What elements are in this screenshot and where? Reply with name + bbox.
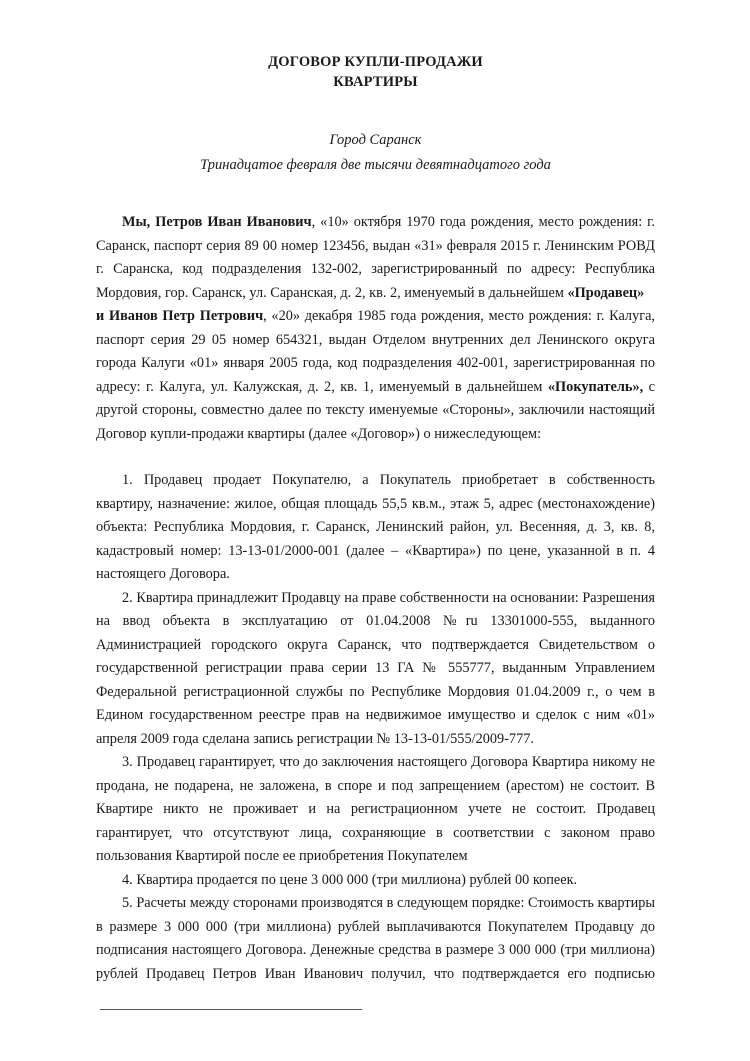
title-line-2: КВАРТИРЫ <box>333 74 418 90</box>
seller-lead: Мы, <box>122 214 151 230</box>
clause-item <box>96 469 655 587</box>
buyer-lead: и <box>96 308 105 324</box>
preamble-block <box>96 211 655 1010</box>
clause-number: 1. <box>122 472 133 488</box>
date-line: Тринадцатое февраля две тысячи девятнадцатого года <box>200 157 551 173</box>
clause-number: 3. <box>122 754 133 770</box>
buyer-tail: с другой стороны, совместно далее по тексту именуемые «Стороны», заключили настоящий Договор купли-продажи квартиры (далее «Договор») о нижеследующем: <box>96 378 655 442</box>
clause-number: 4. <box>122 871 133 888</box>
clause-text: Квартира принадлежит Продавцу на праве собственности на основании: Разрешения на ввод объекта в эксплуатацию от 01.04.2008 №ru 13301000-555, выданного Администрацией городского округа Саранск, что подтверждается Свидетельством о государственной регистрации права серии 13 ГА № 555777, выданным Управлением Федеральной регистрационной службы по Республике Мордовия 01.04.2009 г., о чем в Едином государственном реестре прав на недвижимое имущество и сделок с ним «01» апреля 2009 года сделана запись регистрации № 13-13-01/555/2009-777. <box>96 589 656 747</box>
clause-number: 2. <box>122 589 133 606</box>
clause-text: Квартира продается по цене 3 000 000 (три миллиона) рублей 00 копеек. <box>136 871 578 888</box>
clause-item <box>96 751 655 869</box>
city-line: Город Саранск <box>329 132 422 148</box>
seller-paragraph <box>96 211 655 305</box>
clause-text: Расчеты между сторонами производятся в следующем порядке: Стоимость квартиры в размере 3 000 000 (три миллиона) рублей выплачиваются Покупателем Продавцу до подписания настоящего Договора. Денежные средства в размере 3 000 000 (три миллиона) рублей Продавец Петров Иван Иванович получил, что подтверждается его подписью <box>96 895 655 982</box>
clause-item <box>96 892 655 1010</box>
buyer-role: «Покупатель», <box>547 378 644 395</box>
clause-item <box>96 587 655 752</box>
buyer-name: Иванов Петр Петрович <box>108 308 264 324</box>
clause-item <box>96 869 655 893</box>
clause-number: 5. <box>122 895 133 911</box>
seller-role: «Продавец» <box>567 284 645 301</box>
place-and-date-block <box>96 128 655 178</box>
signature-line[interactable] <box>100 996 362 1010</box>
clauses-block <box>96 469 655 1010</box>
seller-name: Петров Иван Иванович <box>155 214 312 230</box>
clause-text: Продавец продает Покупателю, а Покупатель приобретает в собственность квартиру, назначение: жилое, общая площадь 55,5 кв.м., этаж 5, адрес (местонахождение) объекта: Республика Мордовия, г. Саранск, Ленинский район, ул. Весенняя, д. 3, кв. 8, кадастровый номер: 13-13-01/2000-001 (далее – «Квартира») по цене, указанной в п. 4 настоящего Договора. <box>96 472 655 582</box>
page-title <box>96 52 655 92</box>
buyer-details: , «20» декабря 1985 года рождения, место рождения: г. Калуга, паспорт серия 29 05 номер 654321, выдан Отделом внутренних дел Ленинского округа города Калуги «01» января 2005 года, код подразделения 402-001, зарегистрированная по адресу: г. Калуга, ул. Калужская, д. 2, кв. 1, именуемый в дальнейшем <box>96 308 655 395</box>
buyer-paragraph <box>96 305 655 446</box>
clause-text: Продавец гарантирует, что до заключения настоящего Договора Квартира никому не продана, не подарена, не заложена, в споре и под запрещением (арестом) не состоит. В Квартире никто не проживает и на регистрационном учете не состоит. Продавец гарантирует, что отсутствуют лица, сохраняющие в соответствии с законом право пользования Квартирой после ее приобретения Покупателем <box>96 754 655 864</box>
title-line-1: ДОГОВОР КУПЛИ-ПРОДАЖИ <box>268 54 483 70</box>
seller-details: , «10» октября 1970 года рождения, место рождения: г. Саранск, паспорт серия 89 00 номер 123456, выдан «31» февраля 2015 г. Ленинским РОВД г. Саранска, код подразделения 132-002, зарегистрированный по адресу: Республика Мордовия, гор. Саранск, ул. Саранская, д. 2, кв. 2, именуемый в дальнейшем <box>96 214 655 301</box>
